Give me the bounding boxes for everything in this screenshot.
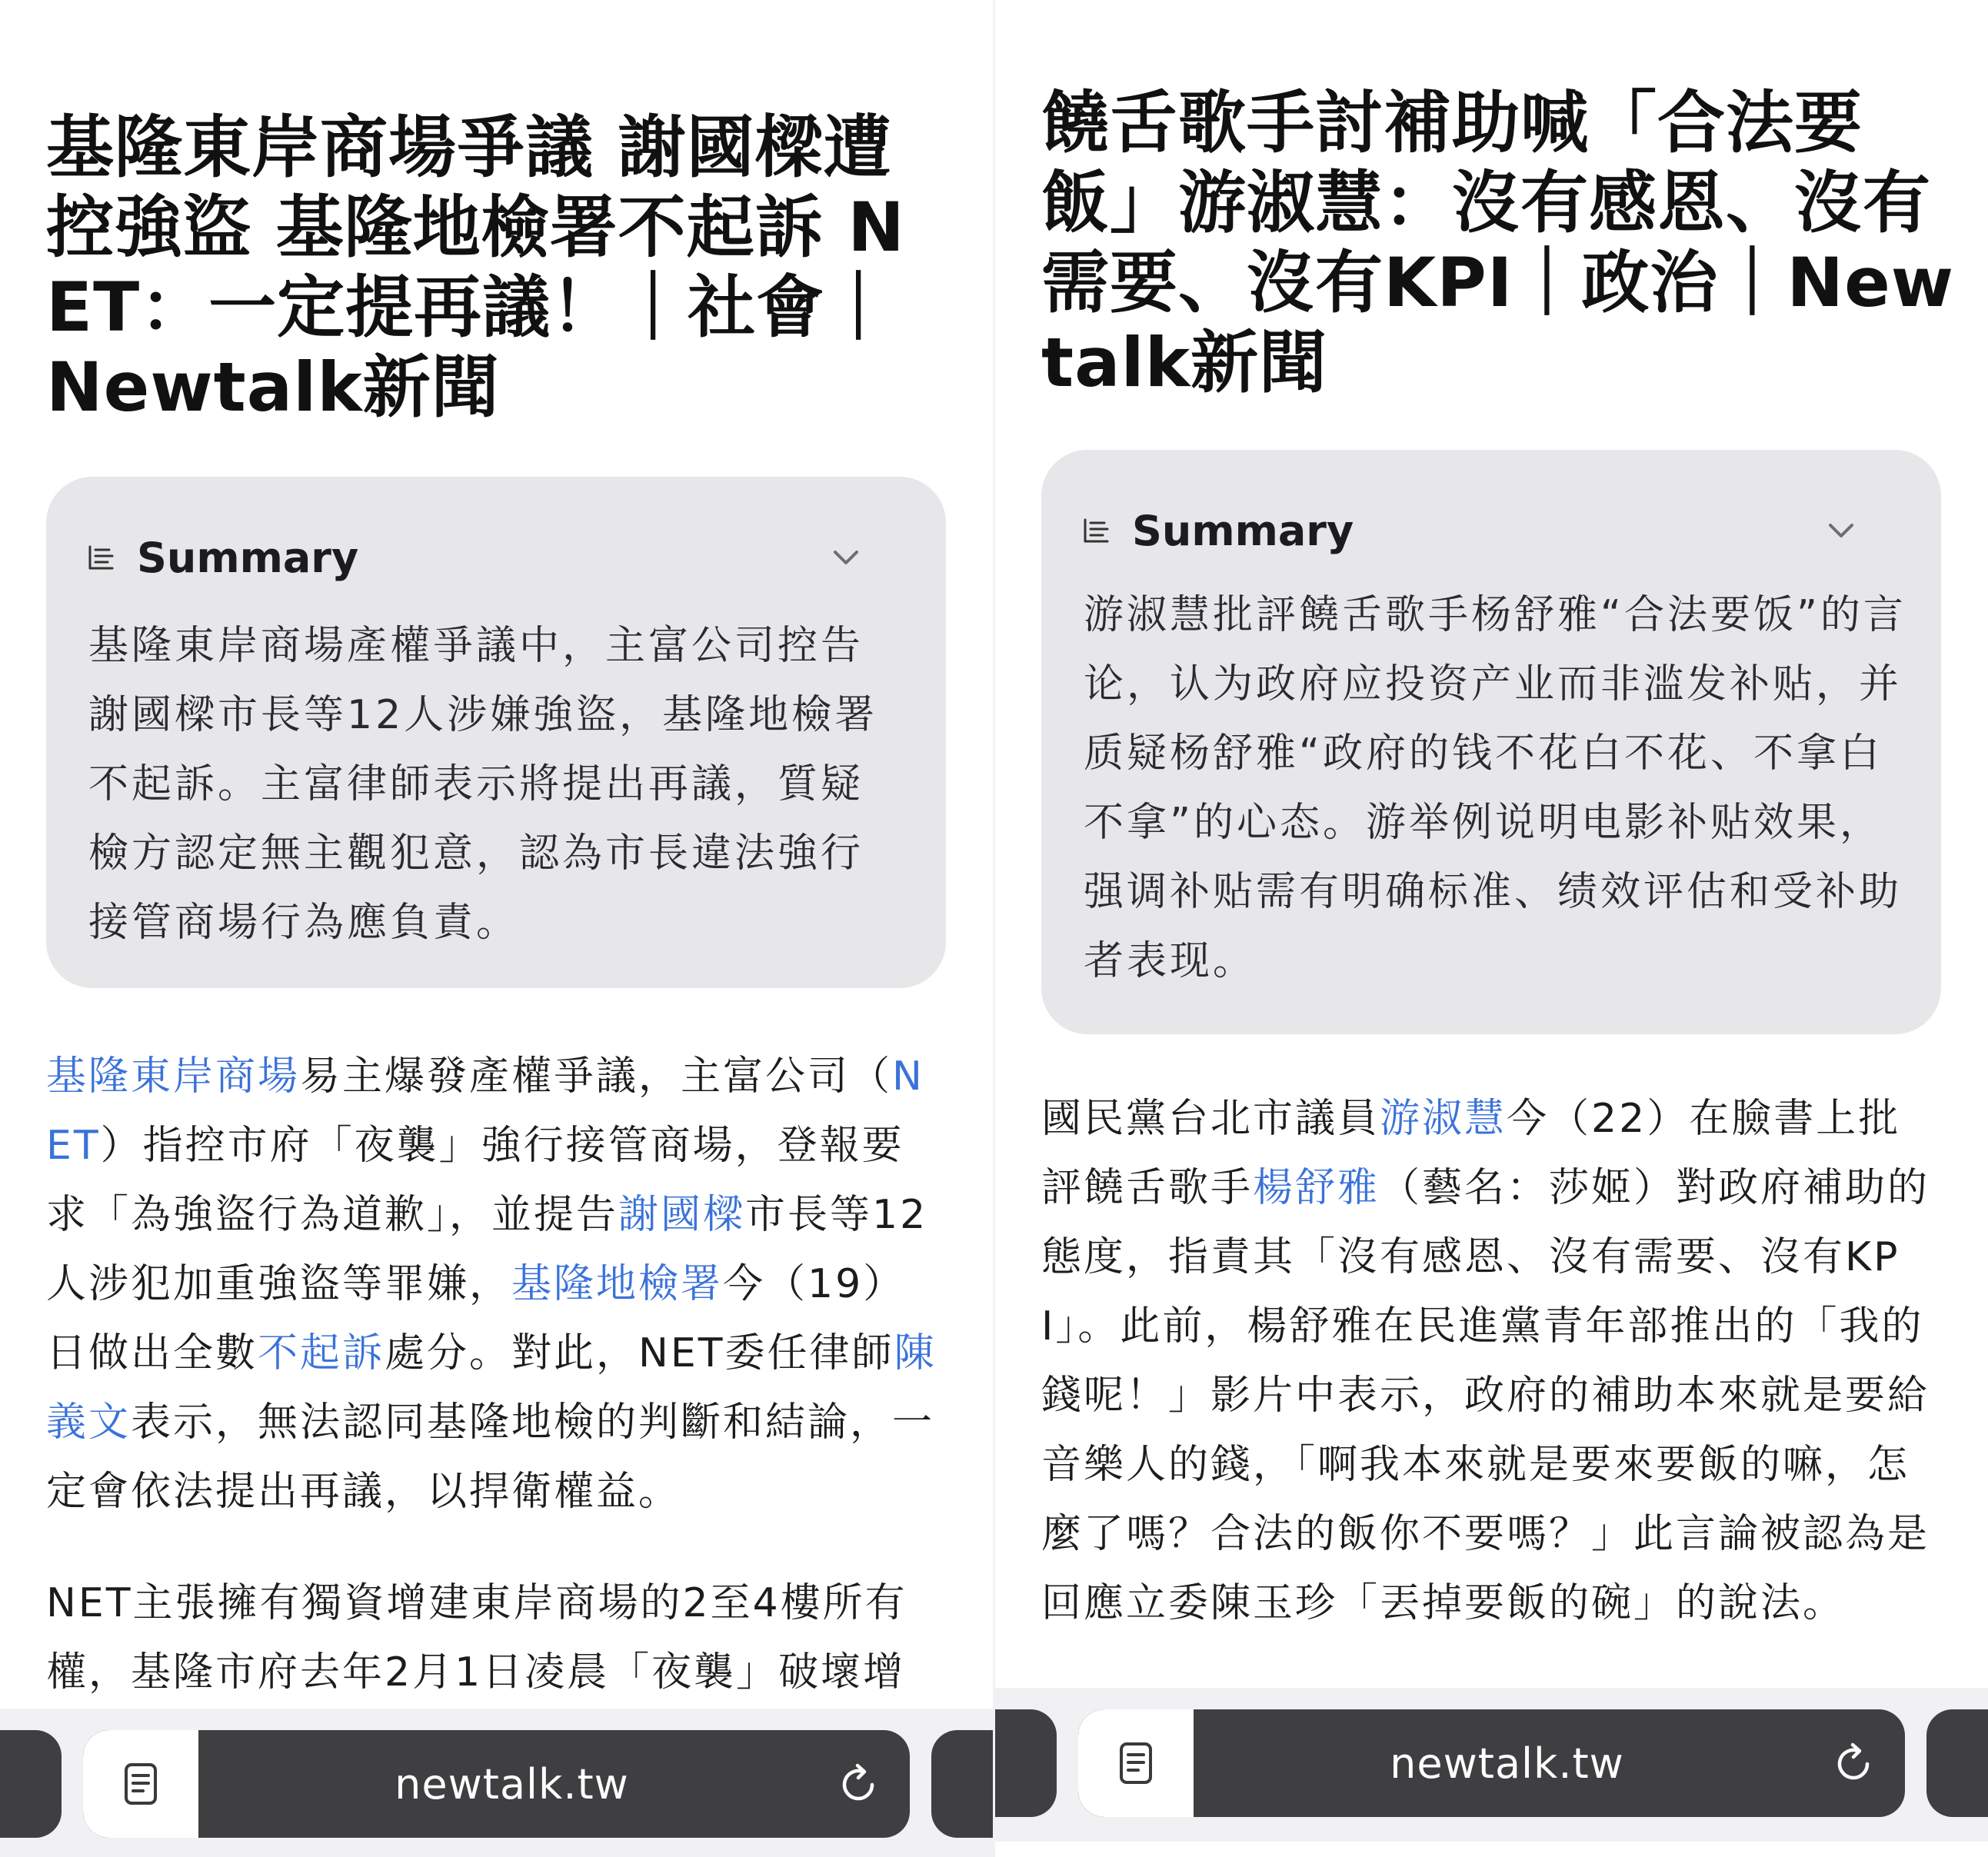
paragraph-text: 今（19）日做出全數	[46, 1261, 906, 1376]
paragraph-text: 易主爆發產權爭議，主富公司（	[300, 1053, 893, 1100]
url-text: newtalk.tw	[1390, 1739, 1624, 1788]
reload-icon[interactable]	[1831, 1742, 1876, 1786]
summary-card[interactable]	[46, 477, 946, 988]
article-link[interactable]: 謝國樑	[618, 1192, 746, 1238]
url-text: newtalk.tw	[395, 1759, 629, 1809]
reader-icon	[1118, 1741, 1154, 1785]
article-link[interactable]: 不起訴	[258, 1330, 385, 1376]
summary-header	[1081, 496, 1354, 565]
reader-button[interactable]	[1078, 1709, 1194, 1817]
article-link[interactable]: NET	[46, 1053, 924, 1169]
chevron-down-icon[interactable]	[831, 546, 861, 569]
summary-text: 游淑慧批評饒舌歌手杨舒雅“合法要饭”的言论，认为政府应投资产业而非滥发补贴，并质疑杨舒雅“政府的钱不花白不花、不拿白不拿”的心态。游举例说明电影补贴效果，强调补贴需有明确标准、绩效评估和受补助者表现。	[1084, 592, 1906, 984]
paragraph-text: 市長等12人涉犯加重強盜等罪嫌，	[46, 1192, 928, 1307]
paragraph-text: 國民黨台北市議員	[1041, 1096, 1380, 1142]
article-link[interactable]: 基隆東岸商場	[46, 1053, 301, 1100]
right-screenshot	[995, 0, 1988, 1857]
article-link[interactable]: 陳義文	[46, 1330, 937, 1446]
summary-header	[86, 523, 358, 592]
previous-tab-stub[interactable]	[0, 1730, 62, 1838]
previous-tab-stub[interactable]	[995, 1709, 1057, 1817]
article-title: 基隆東岸商場爭議 謝國樑遭控強盜 基隆地檢署不起訴 NET：一定提再議！｜社會｜Newtalk新聞	[46, 108, 905, 427]
article-link[interactable]: 游淑慧	[1380, 1096, 1507, 1142]
next-tab-stub[interactable]	[931, 1730, 993, 1838]
summary-icon	[1081, 515, 1112, 546]
browser-bottom-bar	[995, 1688, 1988, 1842]
address-bar[interactable]	[1078, 1709, 1905, 1817]
left-screenshot	[0, 0, 993, 1857]
summary-label: Summary	[1132, 506, 1354, 555]
paragraph-text: 今（22）在臉書上批評饒舌歌手	[1041, 1096, 1901, 1211]
article-paragraph	[1041, 1084, 1941, 1638]
chevron-down-icon[interactable]	[1826, 519, 1856, 542]
address-bar[interactable]	[83, 1730, 910, 1838]
summary-icon	[86, 542, 117, 573]
next-tab-stub[interactable]	[1926, 1709, 1988, 1817]
summary-card[interactable]	[1041, 450, 1941, 1034]
browser-bottom-bar	[0, 1709, 993, 1857]
article-link[interactable]: 楊舒雅	[1253, 1165, 1380, 1211]
paragraph-text: ）指控市府「夜襲」強行接管商場，登報要求「為強盜行為道歉」，並提告	[46, 1123, 904, 1238]
reload-icon[interactable]	[836, 1762, 881, 1807]
article-paragraph: NET主張擁有獨資增建東岸商場的2至4樓所有權，基隆市府去年2月1日凌晨「夜襲」破壞增	[46, 1580, 907, 1696]
article-link[interactable]: 基隆地檢署	[511, 1261, 724, 1307]
reader-icon	[123, 1762, 158, 1806]
article-title: 饒舌歌手討補助喊「合法要飯」游淑慧：沒有感恩、沒有需要、沒有KPI｜政治｜Newtalk新聞	[1041, 83, 1955, 402]
paragraph-text: 處分。對此，NET委任律師	[385, 1330, 894, 1376]
summary-label: Summary	[137, 533, 359, 582]
reader-button[interactable]	[83, 1730, 198, 1838]
paragraph-text: （藝名：莎姬）對政府補助的態度，指責其「沒有感恩、沒有需要、沒有KPI」。此前，楊舒雅在民進黨青年部推出的「我的錢呢！」影片中表示，政府的補助本來就是要給音樂人的錢，「啊我本來就是要來要飯的嘛，怎麼了嗎？合法的飯你不要嗎？」此言論被認為是回應立委陳玉珍「丟掉要飯的碗」的說法。	[1041, 1165, 1930, 1626]
article-paragraph	[46, 1042, 946, 1526]
paragraph-text: 表示，無法認同基隆地檢的判斷和結論，一定會依法提出再議，以捍衛權益。	[46, 1399, 935, 1515]
summary-text: 基隆東岸商場產權爭議中，主富公司控告謝國樑市長等12人涉嫌強盜，基隆地檢署不起訴。主富律師表示將提出再議，質疑檢方認定無主觀犯意，認為市長違法強行接管商場行為應負責。	[88, 623, 878, 946]
